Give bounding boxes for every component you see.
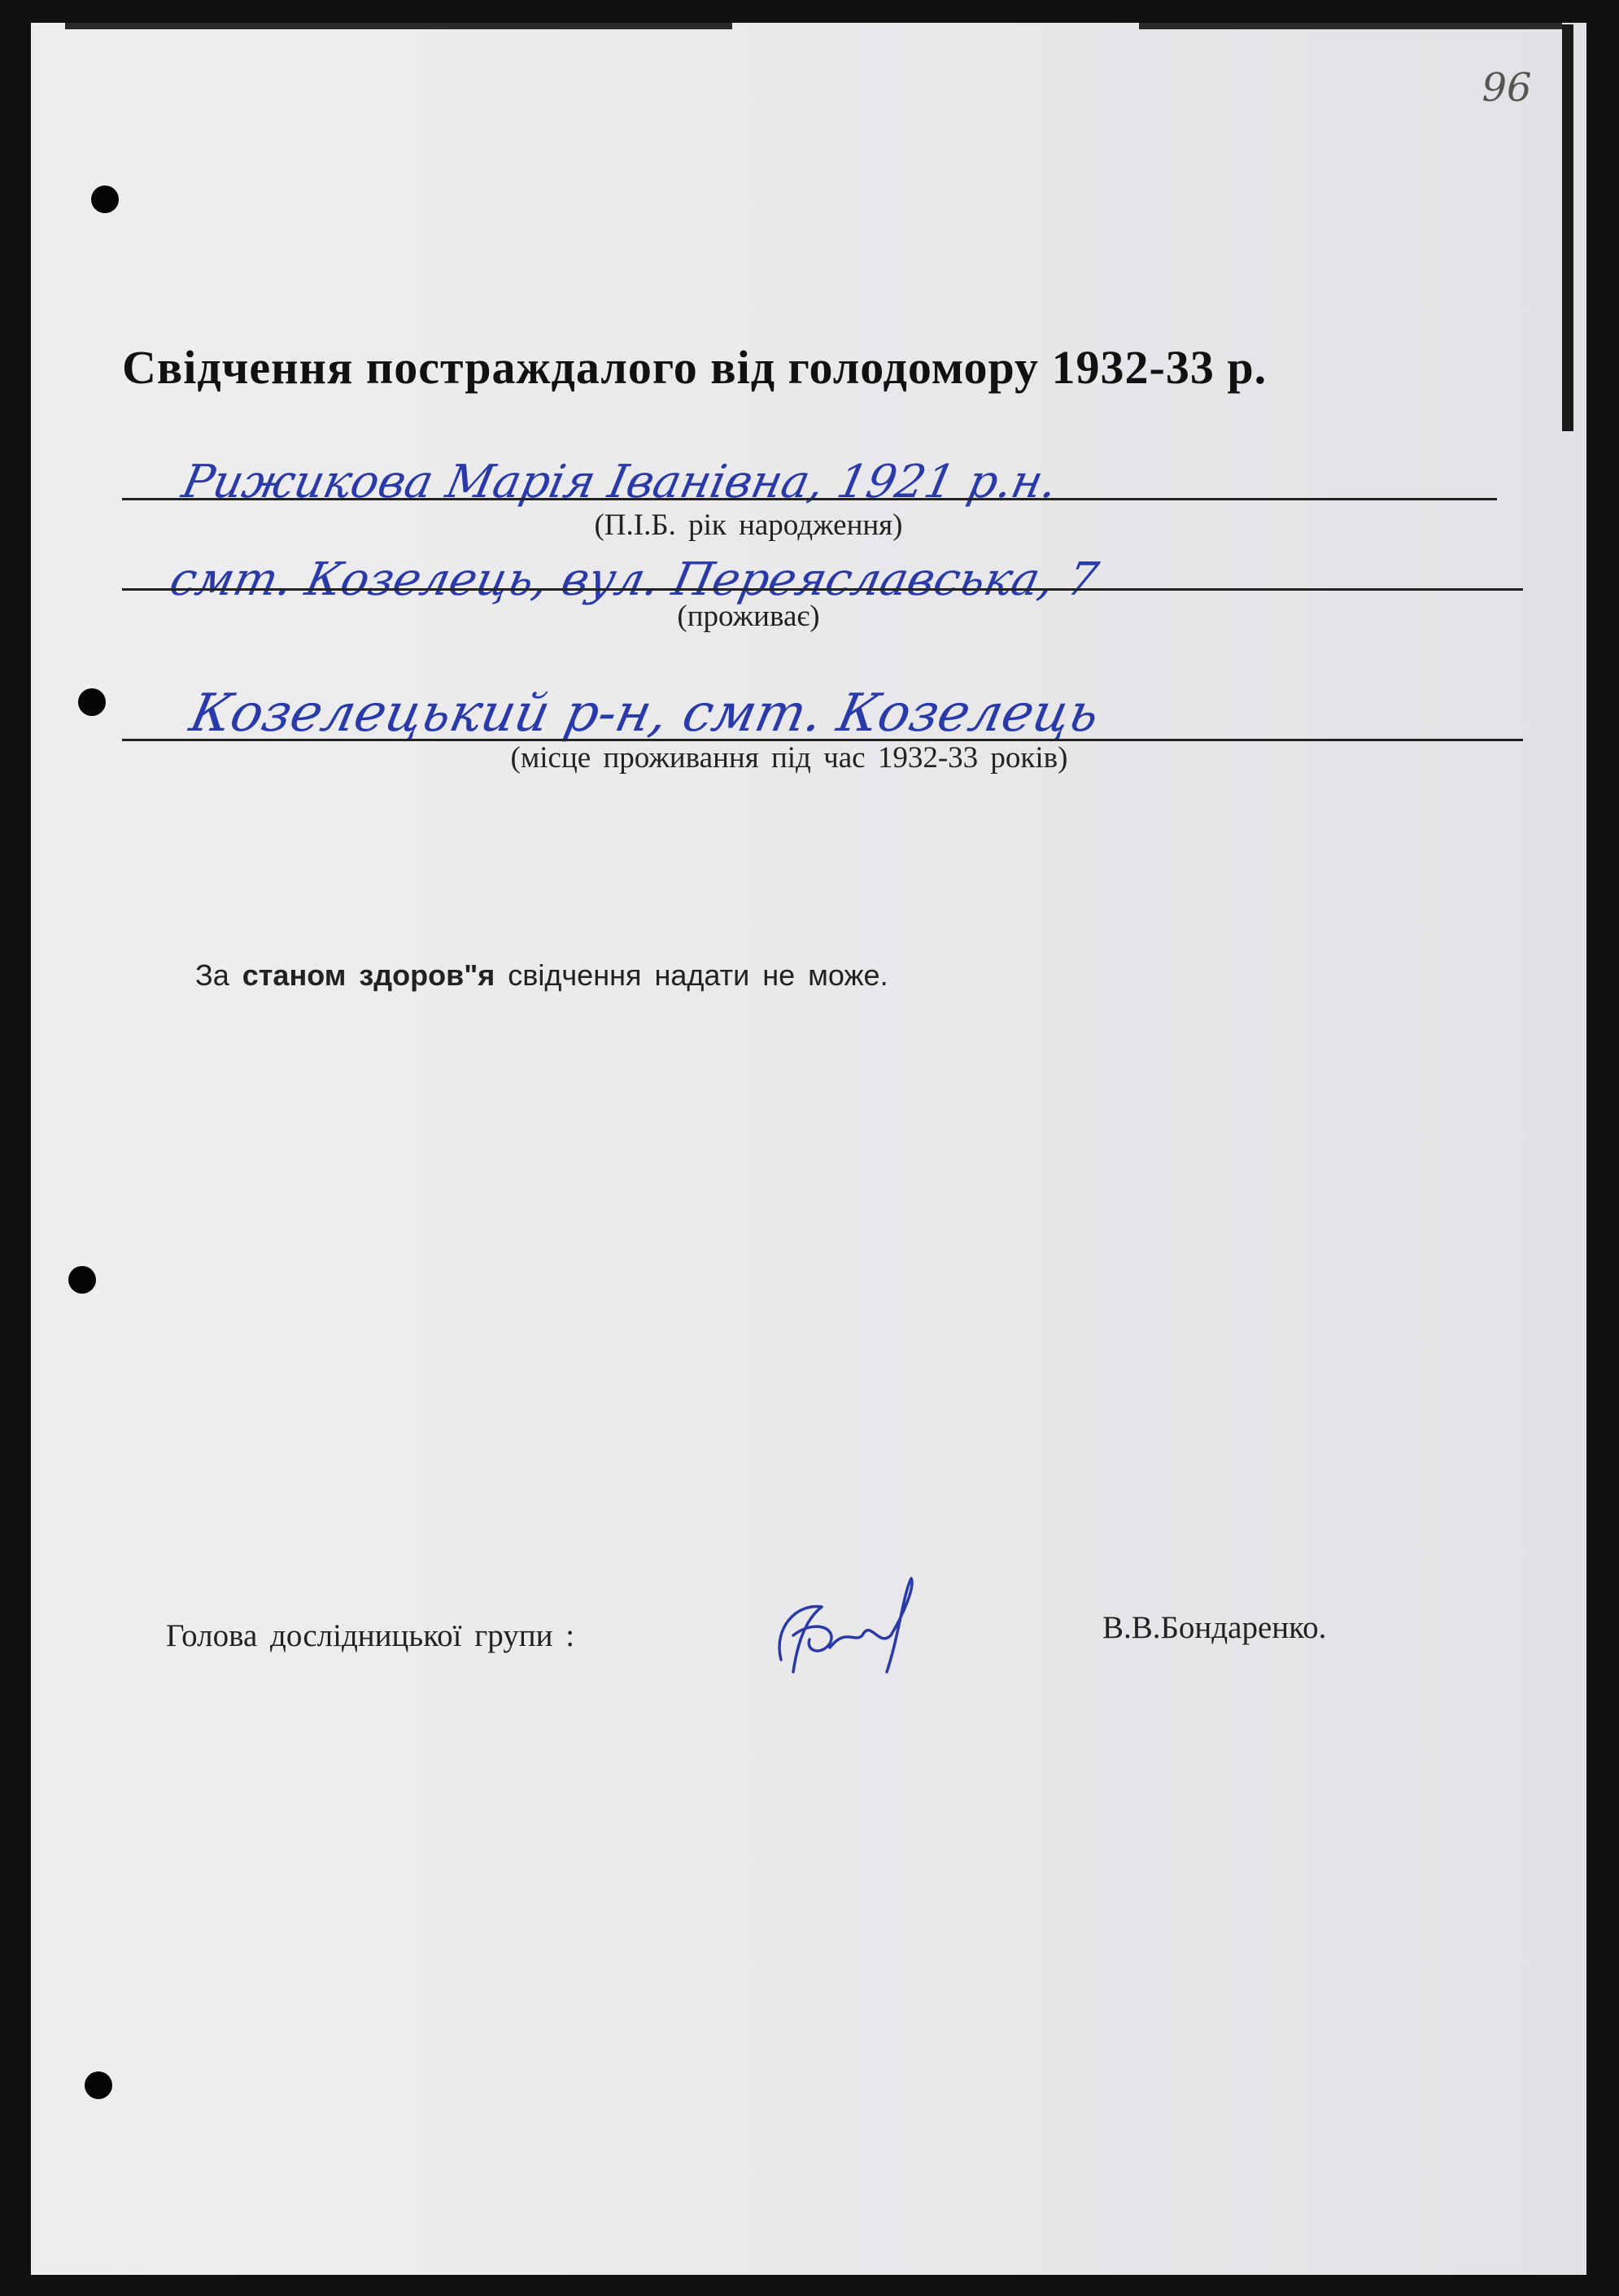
page-edge-shadow [1562,24,1573,431]
statement-part-bold: станом здоров"я [242,958,495,992]
punch-hole [91,186,119,213]
document-title: Свідчення постраждалого від голодомору 1932-33 р. [122,341,1268,394]
fill-line [122,498,1497,500]
chair-label: Голова дослідницької групи : [166,1618,575,1653]
signature [748,1570,960,1684]
punch-hole [78,688,106,716]
caption-current-address: (проживає) [677,600,820,633]
page-top-edge [65,23,732,29]
handwritten-current-address: смт. Козелець, вул. Переяславська, 7 [165,553,1103,606]
page-number: 96 [1482,65,1532,111]
handwritten-name-and-birth-year: Рижикова Марія Іванівна, 1921 р.н. [177,456,1063,509]
chair-name: В.В.Бондаренко. [1102,1610,1327,1645]
statement-part: свідчення надати не може. [508,958,888,992]
punch-hole [68,1266,96,1294]
punch-hole [85,2071,112,2099]
caption-name-and-birth-year: (П.І.Б. рік народження) [594,509,903,542]
fill-line [122,588,1523,591]
statement-part: За [195,958,229,992]
caption-residence-1932-33: (місце проживання під час 1932-33 років) [510,741,1068,775]
page-top-edge [1139,23,1562,29]
handwritten-residence-1932-33: Козелецький р-н, смт. Козелець [185,683,1105,744]
health-statement [195,958,888,993]
